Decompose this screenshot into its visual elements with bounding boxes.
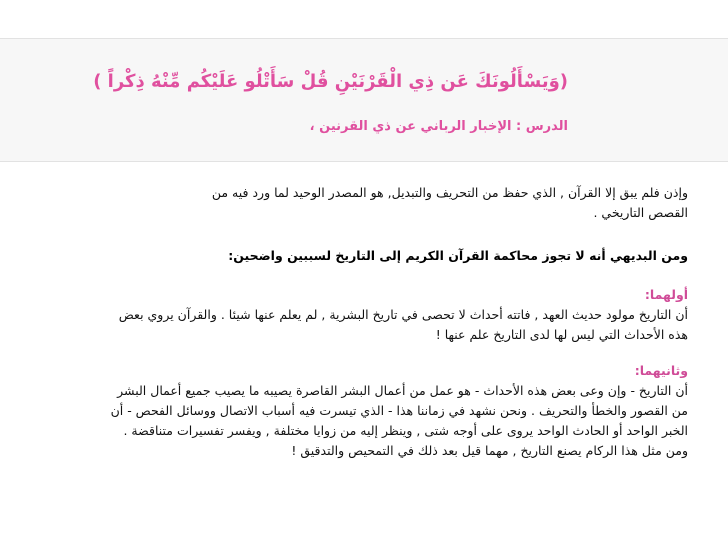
title-banner <box>0 38 728 162</box>
second-reason-line: أن التاريخ - وإن وعى بعض هذه الأحداث - هو عمل من أعمال البشر القاصرة يصيبه ما يصيب جميع أعمال البشر <box>117 383 688 398</box>
second-reason-line: من القصور والخطأ والتحريف . ونحن نشهد في زماننا هذا - الذي تيسرت فيه أسباب الاتصال ووسائل الفحص - أن <box>110 403 688 418</box>
first-reason-line: أن التاريخ مولود حديث العهد , فاتته أحداث لا تحصى في تاريخ البشرية , لم يعلم عنها شيئا . والقرآن يروي بعض <box>118 307 688 322</box>
intro-paragraph <box>148 183 688 223</box>
second-reason-paragraph <box>8 381 688 461</box>
first-reason-paragraph <box>8 305 688 345</box>
second-reason-line: الخبر الواحد أو الحادث الواحد يروى على أوجه شتى , وينظر إليه من زوايا مختلفة , ويفسر تفسيرات متناقضة . <box>123 423 688 438</box>
intro-line: القصص التاريخي . <box>593 205 688 220</box>
quran-verse-title: (وَيَسْأَلُونَكَ عَن ذِي الْقَرْنَيْنِ قُلْ سَأَتْلُو عَلَيْكُم مِّنْهُ ذِكْراً ) <box>93 71 568 92</box>
lesson-subtitle: الدرس : الإخبار الرباني عن ذي القرنين ، <box>309 119 568 134</box>
first-reason-line: هذه الأحداث التي ليس لها لدى التاريخ علم عنها ! <box>435 327 688 342</box>
first-reason-heading: أولهما: <box>644 287 688 302</box>
second-reason-heading: وثانيهما: <box>634 363 688 378</box>
main-statement: ومن البديهي أنه لا تجوز محاكمة القرآن الكريم إلى التاريخ لسببين واضحين: <box>228 248 688 263</box>
intro-line: وإذن فلم يبق إلا القرآن , الذي حفظ من التحريف والتبديل, هو المصدر الوحيد لما ورد فيه من <box>211 185 688 200</box>
second-reason-line: ومن مثل هذا الركام يصنع التاريخ , مهما قيل بعد ذلك في التمحيص والتدقيق ! <box>291 443 688 458</box>
